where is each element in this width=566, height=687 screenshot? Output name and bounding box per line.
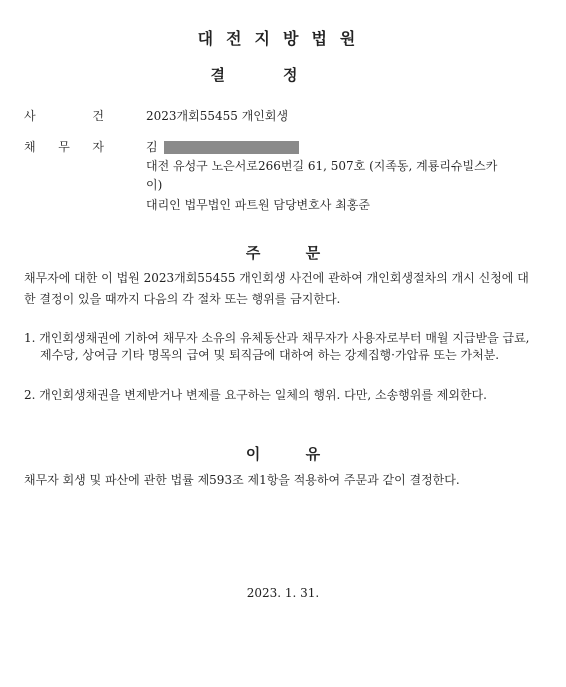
debtor-address-line1: 대전 유성구 노은서로266번길 61, 507호 (지족동, 계룡리슈빌스카 xyxy=(146,159,498,173)
decision-date: 2023. 1. 31. xyxy=(246,586,320,600)
reason-heading: 이 유 xyxy=(245,445,321,463)
debtor-representative: 대리인 법무법인 파트원 담당변호사 최홍준 xyxy=(146,198,370,212)
order-item-2: 2. 개인회생채권을 변제받거나 변제를 요구하는 일체의 행위. 다만, 소송행위를 제외한다. xyxy=(24,388,487,402)
order-intro: 채무자에 대한 이 법원 2023개회55455 개인회생 사건에 관하여 개인회생절차의 개시 신청에 대한 결정이 있을 때까지 다음의 각 절차 또는 행위를 금지한다. xyxy=(24,271,529,306)
debtor-name xyxy=(146,138,299,155)
debtor-name-text: 김 xyxy=(146,140,158,154)
case-number: 2023개회55455 개인회생 xyxy=(146,109,289,123)
reason-text: 채무자 회생 및 파산에 관한 법률 제593조 제1항을 적용하여 주문과 같이 결정한다. xyxy=(24,473,460,487)
document-title: 결정 xyxy=(210,66,356,84)
debtor-label: 채 무 자 xyxy=(24,140,104,154)
redaction-bar xyxy=(164,141,299,154)
debtor-address-line2: 이) xyxy=(146,178,163,192)
court-name: 대전지방법원 xyxy=(197,29,369,48)
case-label: 사 건 xyxy=(24,109,104,123)
order-item-1: 1. 개인회생채권에 기하여 채무자 소유의 유체동산과 채무자가 사용자로부터 매월 지급받을 급료, 제수당, 상여금 기타 명목의 급여 및 퇴직금에 대하여 하는 강제집행·가압류 또는 가처분. xyxy=(24,331,530,362)
order-heading: 주 문 xyxy=(245,244,321,262)
